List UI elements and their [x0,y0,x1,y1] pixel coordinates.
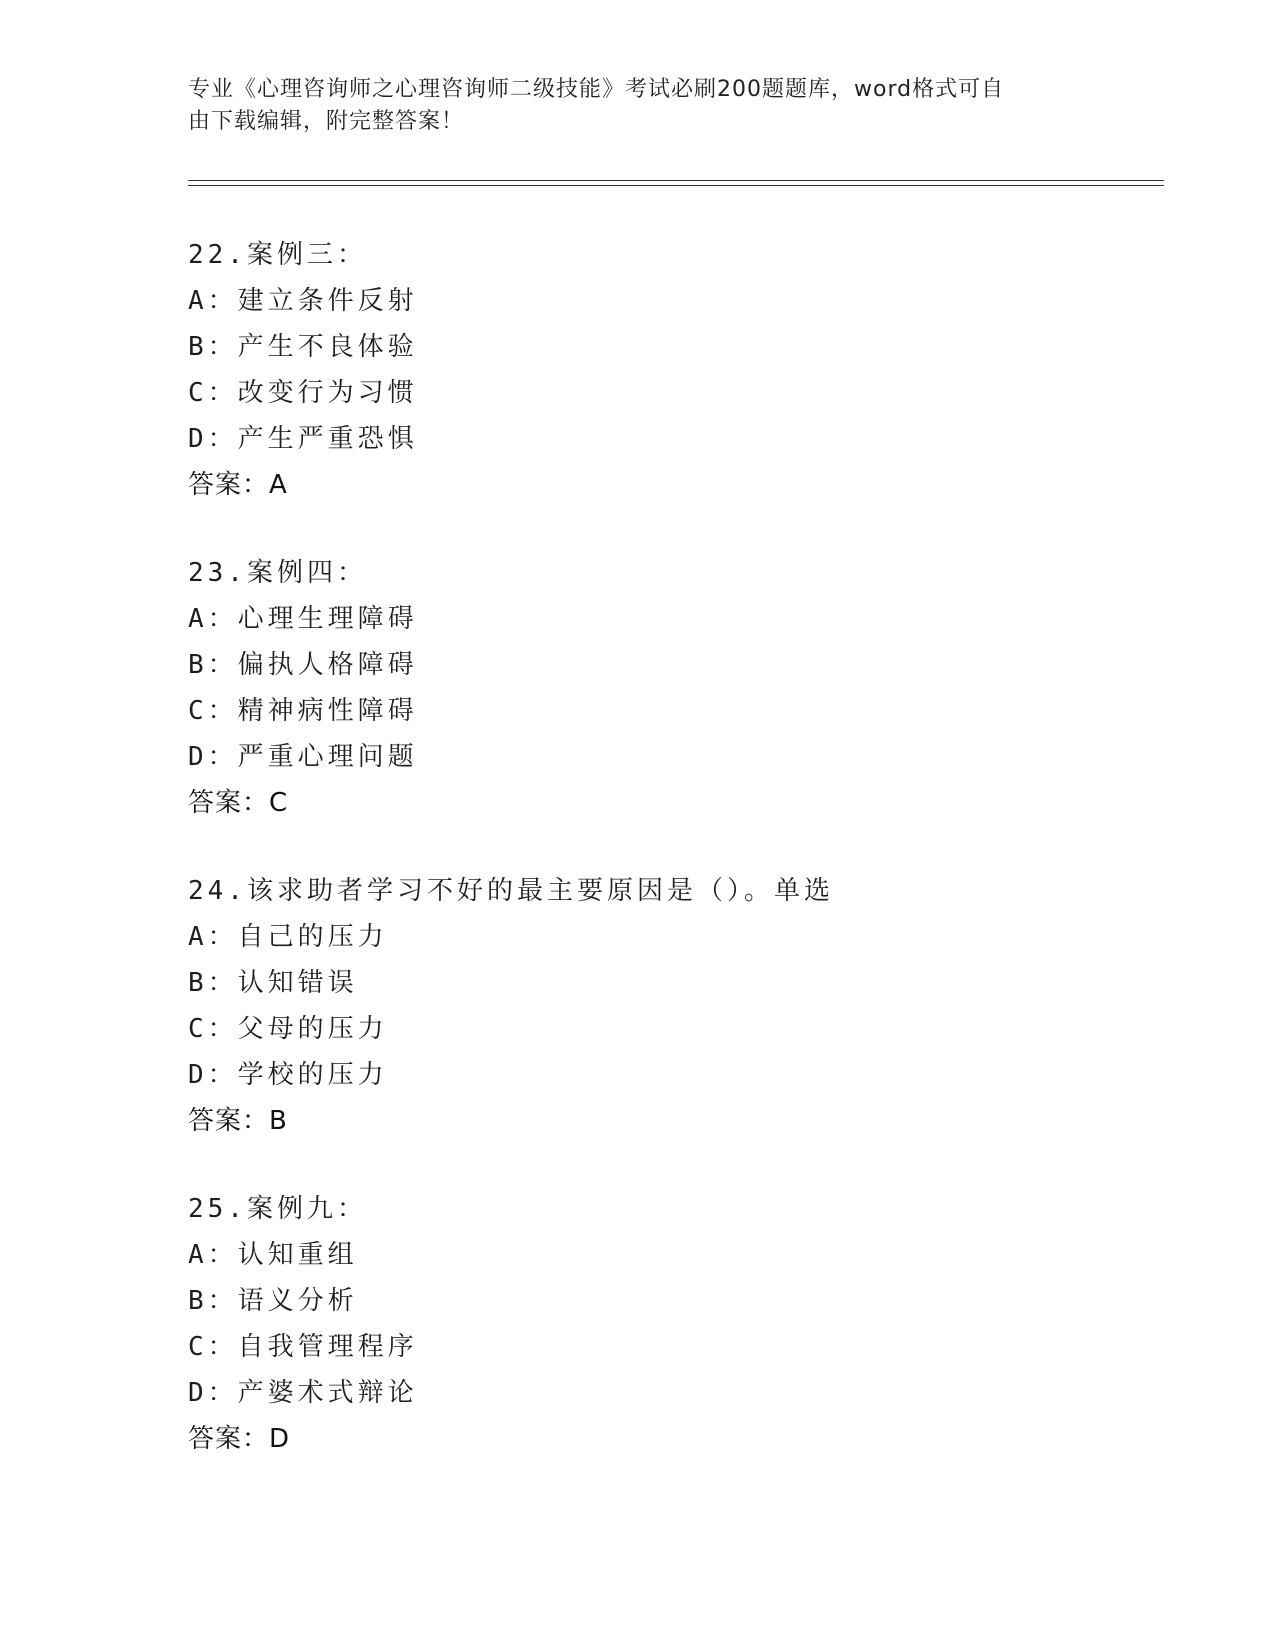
answer-line: 答案：C [188,788,289,818]
option-c: C：精神病性障碍 [188,696,418,726]
option-d: D：产婆术式辩论 [188,1378,418,1408]
question-stem: 23.案例四： [188,558,367,588]
question-block [188,868,1088,1144]
question-block [188,232,1088,508]
option-a: A：心理生理障碍 [188,604,418,634]
option-d: D：严重心理问题 [188,742,418,772]
question-stem: 24.该求助者学习不好的最主要原因是（）。单选 [188,876,834,906]
answer-line: 答案：B [188,1106,288,1136]
option-a: A：建立条件反射 [188,286,418,316]
question-stem: 25.案例九： [188,1194,367,1224]
option-d: D：学校的压力 [188,1060,388,1090]
answer-line: 答案：D [188,1424,291,1454]
header-line-1: 专业《心理咨询师之心理咨询师二级技能》考试必刷200题题库，word格式可自 [188,77,1005,102]
option-d: D：产生严重恐惧 [188,424,418,454]
option-a: A：自己的压力 [188,922,388,952]
header-divider-bottom [188,185,1164,186]
document-header [188,74,1068,138]
option-b: B：偏执人格障碍 [188,650,418,680]
option-b: B：产生不良体验 [188,332,418,362]
option-c: C：父母的压力 [188,1014,388,1044]
option-a: A：认知重组 [188,1240,358,1270]
question-stem: 22.案例三： [188,240,367,270]
option-c: C：自我管理程序 [188,1332,418,1362]
question-block [188,1186,1088,1462]
header-line-2: 由下载编辑，附完整答案！ [188,109,465,134]
question-block [188,550,1088,826]
answer-line: 答案：A [188,470,288,500]
option-b: B：认知错误 [188,968,358,998]
option-b: B：语义分析 [188,1286,358,1316]
option-c: C：改变行为习惯 [188,378,418,408]
header-divider-top [188,180,1164,181]
